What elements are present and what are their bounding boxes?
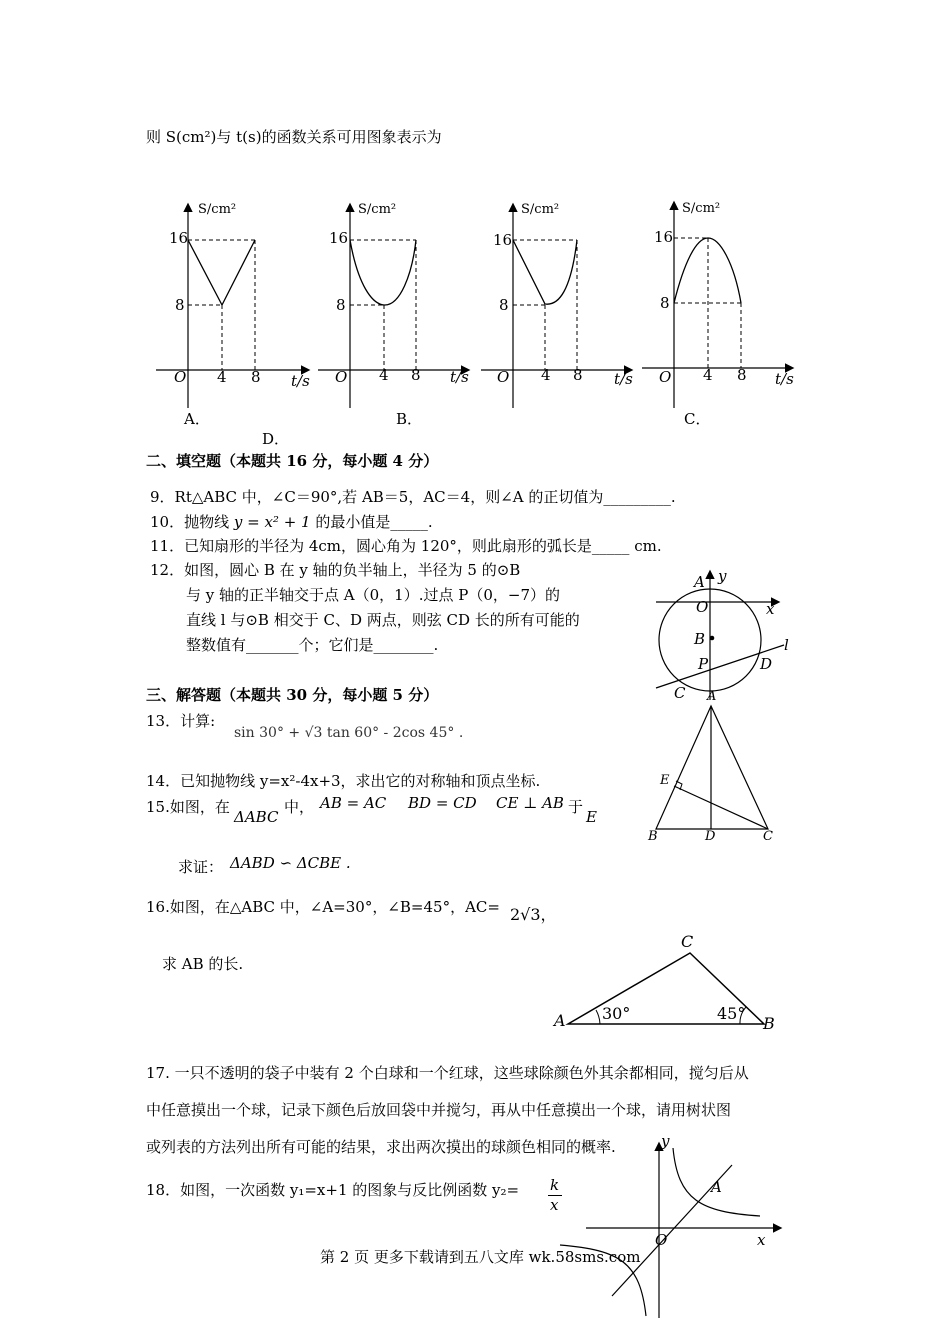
question-16-ask: 求 AB 的长.	[162, 955, 244, 973]
fig12-label-y: y	[718, 567, 727, 585]
figure-hyperbola	[560, 1144, 780, 1318]
graph-a-y16: 16	[169, 229, 189, 247]
fig16-angle-B: 45°	[717, 1004, 746, 1023]
fig16-label-B: B	[763, 1014, 775, 1033]
graph-b-curve	[350, 240, 416, 305]
graph-c-x4: 4	[541, 366, 551, 384]
question-10-formula: y = x² + 1	[233, 513, 311, 531]
question-15-proof: 求证：	[178, 858, 224, 876]
question-16-value: 2√3，	[510, 905, 557, 924]
graph-b-y16: 16	[329, 229, 349, 247]
fig12-label-A: A	[694, 573, 705, 591]
fig15-label-B: B	[648, 829, 658, 844]
graph-a-x4: 4	[217, 368, 227, 386]
question-15-cond3: CE ⊥ AB	[496, 794, 564, 812]
question-17-line2: 中任意摸出一个球，记录下颜色后放回袋中并搅匀，再从中任意摸出一个球，请用树状图	[146, 1101, 732, 1119]
fig15-label-A: A	[707, 689, 717, 704]
question-11: 11．已知扇形的半径为 4cm，圆心角为 120°，则此扇形的弧长是_____ cm.	[150, 537, 662, 555]
figure-circle	[656, 572, 784, 700]
fig16-label-C: C	[681, 932, 694, 951]
page-footer: 第 2 页 更多下载请到五八文库 wk.58sms.com	[320, 1248, 641, 1266]
question-13-label: 13．计算:	[146, 712, 216, 730]
question-17-line3: 或列表的方法列出所有可能的结果，求出两次摸出的球颜色相同的概率.	[146, 1138, 616, 1156]
graph-d-x8: 8	[737, 366, 747, 384]
graph-b-x4: 4	[379, 366, 389, 384]
graph-d-xlabel: t/s	[775, 370, 794, 388]
fig12-label-C: C	[674, 684, 686, 702]
option-c-label: C．	[684, 410, 711, 428]
question-15-e: E	[586, 808, 597, 826]
graph-b-y8: 8	[336, 296, 346, 314]
question-12-line3: 直线 l 与⊙B 相交于 C、D 两点，则弦 CD 长的所有可能的	[186, 611, 580, 629]
fig12-label-B: B	[694, 630, 706, 648]
graph-b-x8: 8	[411, 366, 421, 384]
graph-d-x4: 4	[703, 366, 713, 384]
graph-d-y16: 16	[654, 228, 674, 246]
intro-text: 则 S(cm²)与 t(s)的函数关系可用图象表示为	[146, 128, 442, 146]
fig15-label-C: C	[763, 829, 773, 844]
fig16-label-A: A	[554, 1011, 566, 1030]
fig18-label-A: A	[711, 1178, 722, 1196]
graph-c-y16: 16	[493, 231, 513, 249]
fig12-label-P: P	[698, 655, 709, 673]
graph-c-origin: O	[497, 368, 510, 386]
fig15-label-E: E	[660, 773, 670, 788]
question-15-cond2: BD = CD	[408, 794, 477, 812]
question-15-proof-formula: ΔABD ∽ ΔCBE .	[230, 854, 351, 872]
graph-d-origin: O	[659, 368, 672, 386]
question-18: 18．如图，一次函数 y₁=x+1 的图象与反比例函数 y₂=	[146, 1181, 520, 1199]
section3-heading: 三、解答题（本题共 30 分，每小题 5 分）	[146, 686, 439, 704]
fig12-label-l: l	[784, 636, 789, 654]
graph-c-xlabel: t/s	[614, 370, 633, 388]
question-15-cond1: AB = AC	[320, 794, 387, 812]
option-b-label: B．	[396, 410, 423, 428]
question-9: 9．Rt△ABC 中，∠C＝90°,若 AB＝5，AC＝4，则∠A 的正切值为_________.	[150, 488, 676, 506]
question-10	[150, 513, 433, 531]
fig15-label-D: D	[705, 829, 716, 844]
question-15-a: 15.如图，在	[146, 798, 230, 816]
fig16-angle-A: 30°	[602, 1004, 631, 1023]
question-18-frac-num: k	[550, 1176, 560, 1194]
graph-c-y8: 8	[499, 296, 509, 314]
graph-c-curve	[513, 240, 577, 304]
graph-a-origin: O	[174, 368, 187, 386]
graph-c-x8: 8	[573, 366, 583, 384]
question-10-prefix: 10．抛物线	[150, 513, 230, 531]
question-12-line1: 12．如图，圆心 B 在 y 轴的负半轴上，半径为 5 的⊙B	[150, 561, 521, 579]
graph-d-y8: 8	[660, 294, 670, 312]
question-10-suffix: 的最小值是_____.	[315, 513, 433, 531]
graph-b-ylabel: S/cm²	[358, 202, 397, 217]
graph-b-xlabel: t/s	[450, 368, 469, 386]
question-12-line4: 整数值有_______个；它们是________.	[186, 636, 439, 654]
graph-a-y8: 8	[175, 296, 185, 314]
graph-a-ylabel: S/cm²	[198, 202, 237, 217]
question-15-d: 于	[568, 798, 584, 816]
graph-a-xlabel: t/s	[291, 372, 310, 390]
question-17-line1: 17. 一只不透明的袋子中装有 2 个白球和一个红球，这些球除颜色外其余都相同，搅匀后从	[146, 1064, 749, 1082]
graph-a-curve	[188, 240, 255, 305]
graph-a-x8: 8	[251, 368, 261, 386]
fig18-label-x: x	[757, 1231, 766, 1249]
graph-d-ylabel: S/cm²	[682, 201, 721, 216]
graph-b-origin: O	[335, 368, 348, 386]
question-14: 14．已知抛物线 y=x²-4x+3，求出它的对称轴和顶点坐标.	[146, 772, 541, 790]
fig18-label-O: O	[655, 1231, 668, 1249]
question-13-formula: sin 30° + √3 tan 60° - 2cos 45° .	[234, 725, 464, 741]
question-15-tri: ΔABC	[234, 808, 279, 826]
fig12-label-D: D	[760, 655, 773, 673]
question-15-b: 中，	[284, 798, 315, 816]
fig12-label-O: O	[696, 598, 709, 616]
figure-triangle-15	[656, 706, 768, 829]
option-a-label: A．	[184, 410, 210, 428]
question-16: 16.如图，在△ABC 中，∠A=30°，∠B=45°，AC=	[146, 898, 500, 916]
question-12-line2: 与 y 轴的正半轴交于点 A（0，1）.过点 P（0，−7）的	[186, 586, 560, 604]
option-d-label: D．	[262, 430, 290, 448]
graph-c-ylabel: S/cm²	[521, 202, 560, 217]
fig18-label-y: y	[661, 1132, 670, 1150]
section2-heading: 二、填空题（本题共 16 分，每小题 4 分）	[146, 452, 439, 470]
fig12-label-x: x	[766, 600, 775, 618]
question-18-frac-den: x	[550, 1196, 559, 1214]
